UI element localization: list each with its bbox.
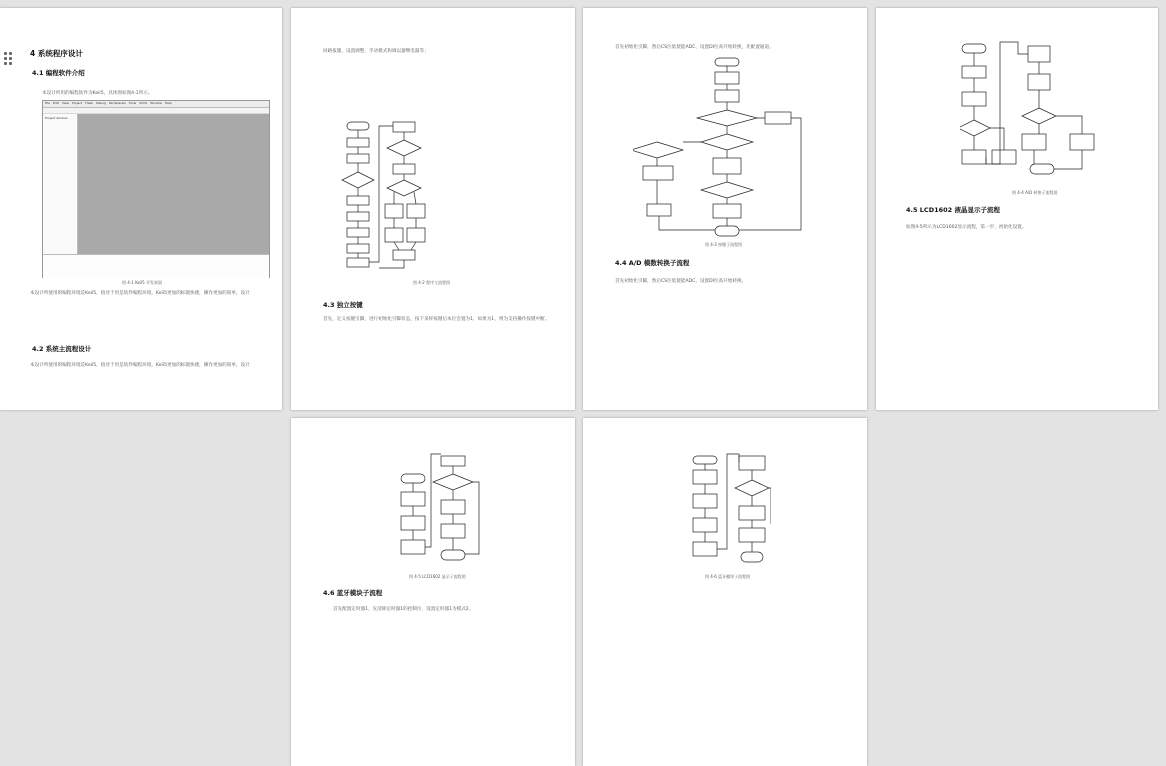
document-page-6 — [583, 418, 867, 766]
main-flowchart — [339, 120, 429, 274]
menu-item-peripherals[interactable]: Peripherals — [108, 101, 126, 105]
heading-4-2: 4.2 系统主流程设计 — [32, 345, 92, 353]
menu-item-svcs[interactable]: SVCS — [139, 101, 148, 105]
heading-4-3: 4.3 独立按键 — [323, 301, 363, 309]
drag-handle-icon[interactable] — [4, 52, 14, 66]
paragraph: 首先配置定时器1，先清除定时器1的控制位，设置定时器1为模式2。 — [333, 607, 474, 612]
paragraph: 回路报题，设置调整，手动模式和调以器继电器等； — [323, 49, 429, 54]
menu-item-help[interactable]: Help — [164, 101, 172, 105]
lcd-flowchart — [397, 450, 487, 570]
document-page-2 — [291, 8, 575, 410]
heading-4-4: 4.4 A/D 模数转换子流程 — [615, 259, 690, 267]
paragraph: 本设计所用的编程软件为Keil5，具体图如图4-1所示。 — [42, 91, 153, 96]
heading-4-5: 4.5 LCD1602 液晶显示子流程 — [906, 206, 1000, 214]
ad-flowchart — [960, 38, 1116, 186]
paragraph: 本设计所使用的编程环境是Keil5，指对于用是软件编程环境，Keil5更加的标题快捷，操作更加的简单，设计 — [30, 363, 250, 368]
document-page-5 — [291, 418, 575, 766]
menu-item-view[interactable]: View — [61, 101, 69, 105]
project-window-label: Project window — [45, 116, 68, 120]
figure-caption: 图 4-4 A/D 转换子流程图 — [1012, 190, 1058, 195]
paragraph: 本设计所使用的编程环境是Keil5，指对于用是软件编程环境，Keil5更加的标题快捷，操作更加的简单，设计 — [30, 291, 250, 296]
figure-caption: 图 4-5 LCD1602 显示子流程图 — [409, 574, 466, 579]
menu-item-edit[interactable]: Edit — [53, 101, 59, 105]
menu-item-project[interactable]: Project — [71, 101, 83, 105]
figure-caption: 图 4-6 蓝牙模块子流程图 — [705, 574, 751, 579]
menu-bar — [45, 101, 175, 105]
menu-item-tools[interactable]: Tools — [128, 101, 137, 105]
heading-4-1: 4.1 编程软件介绍 — [32, 69, 85, 77]
paragraph: 首先，定义按键引脚，进行初始化引脚状态，按下采样按键后本位会置为1，如果为1，则为支持操作按键中断。 — [323, 317, 550, 322]
figure-caption: 图 4-3 按键子流程图 — [705, 242, 743, 247]
document-page-1 — [0, 8, 282, 410]
bluetooth-flowchart — [691, 452, 771, 572]
menu-item-flash[interactable]: Flash — [85, 101, 94, 105]
menu-item-debug[interactable]: Debug — [96, 101, 106, 105]
keil-ide-screenshot — [42, 100, 270, 278]
key-flowchart — [633, 54, 823, 240]
menu-item-file[interactable]: File — [45, 101, 51, 105]
figure-caption: 图 4-1 Keil5 开发界面 — [122, 280, 162, 285]
paragraph: 首先初始化引脚，然后CS位低使能ADC，设置DI位高开始转换。 — [615, 279, 747, 284]
document-page-3 — [583, 8, 867, 410]
heading-4: 4 系统程序设计 — [30, 49, 83, 58]
paragraph: 首先初始化引脚，然后CS位低使能ADC，设置DI位高开始转换，先配置通道。 — [615, 45, 774, 50]
menu-item-window[interactable]: Window — [150, 101, 162, 105]
figure-caption: 图 4-2 程序主流程图 — [413, 280, 451, 285]
heading-4-6: 4.6 蓝牙模块子流程 — [323, 589, 383, 597]
paragraph: 如图4-5所示为LCD1602显示流程，第一步，初始化设置。 — [906, 225, 1027, 230]
document-page-4 — [876, 8, 1158, 410]
